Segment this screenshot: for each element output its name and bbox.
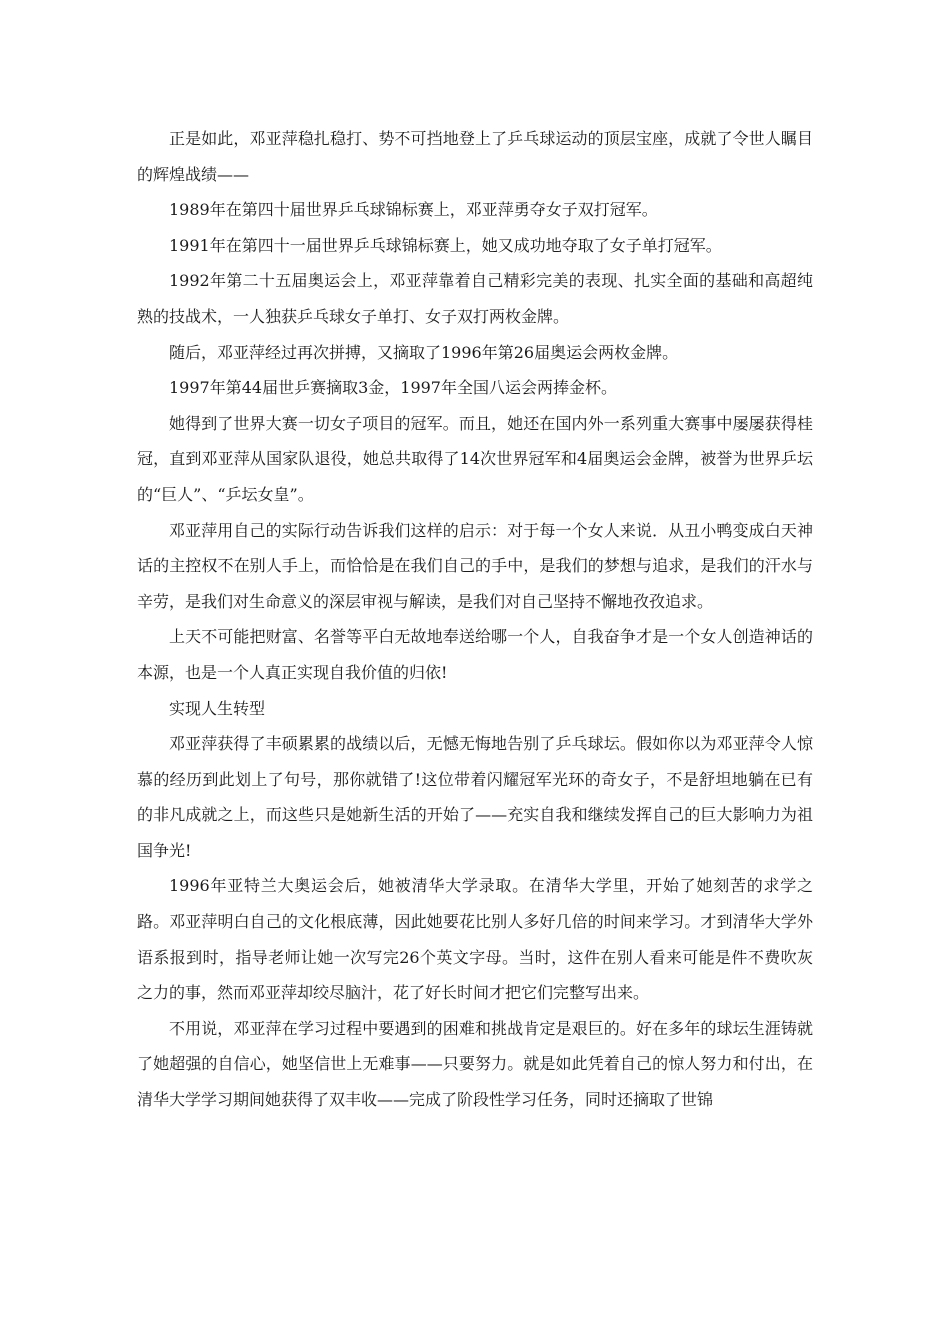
paragraph-3: 1991年在第四十一届世界乒乓球锦标赛上，她又成功地夺取了女子单打冠军。 [169, 235, 722, 255]
paragraph-4: 1992年第二十五届奥运会上，邓亚萍靠着自己精彩完美的表现、扎实全面的基础和高超纯熟的技战术，一人独获乒乓球女子单打、女子双打两枚金牌。 [137, 271, 813, 326]
paragraph-6: 1997年第44届世乒赛摘取3金，1997年全国八运会两捧金杯。 [169, 378, 617, 398]
paragraph-1: 正是如此，邓亚萍稳扎稳打、势不可挡地登上了乒乓球运动的顶层宝座，成就了令世人瞩目的辉煌战绩—— [137, 129, 813, 184]
article-body [137, 121, 813, 1118]
paragraph-2: 1989年在第四十届世界乒乓球锦标赛上，邓亚萍勇夺女子双打冠军。 [169, 200, 658, 220]
paragraph-9: 上天不可能把财富、名誉等平白无故地奉送给哪一个人，自我奋争才是一个女人创造神话的本源，也是一个人真正实现自我价值的归依! [137, 627, 813, 682]
paragraph-10: 邓亚萍获得了丰硕累累的战绩以后，无憾无悔地告别了乒乓球坛。假如你以为邓亚萍令人惊慕的经历到此划上了句号，那你就错了!这位带着闪耀冠军光环的奇女子，不是舒坦地躺在已有的非凡成就之上，而这些只是她新生活的开始了——充实自我和继续发挥自己的巨大影响力为祖国争光! [137, 734, 813, 860]
paragraph-5: 随后，邓亚萍经过再次拼搏，又摘取了1996年第26届奥运会两枚金牌。 [169, 342, 679, 362]
paragraph-12: 不用说，邓亚萍在学习过程中要遇到的困难和挑战肯定是艰巨的。好在多年的球坛生涯铸就了她超强的自信心，她坚信世上无难事——只要努力。就是如此凭着自己的惊人努力和付出，在清华大学学习期间她获得了双丰收——完成了阶段性学习任务，同时还摘取了世锦 [137, 1018, 813, 1110]
section-heading: 实现人生转型 [169, 698, 266, 718]
paragraph-11: 1996年亚特兰大奥运会后，她被清华大学录取。在清华大学里，开始了她刻苦的求学之路。邓亚萍明白自己的文化根底薄，因此她要花比别人多好几倍的时间来学习。才到清华大学外语系报到时，指导老师让她一次写完26个英文字母。当时，这件在别人看来可能是件不费吹灰之力的事，然而邓亚萍却绞尽脑汁，花了好长时间才把它们完整写出来。 [137, 876, 813, 1003]
paragraph-8: 邓亚萍用自己的实际行动告诉我们这样的启示：对于每一个女人来说．从丑小鸭变成白天神话的主控权不在别人手上，而恰恰是在我们自己的手中，是我们的梦想与追求，是我们的汗水与辛劳，是我们对生命意义的深层审视与解读，是我们对自己坚持不懈地孜孜追求。 [137, 520, 813, 611]
paragraph-7: 她得到了世界大赛一切女子项目的冠军。而且，她还在国内外一系列重大赛事中屡屡获得桂冠，直到邓亚萍从国家队退役，她总共取得了14次世界冠军和4届奥运会金牌，被誉为世界乒坛的“巨人”、“乒坛女皇”。 [137, 413, 813, 504]
